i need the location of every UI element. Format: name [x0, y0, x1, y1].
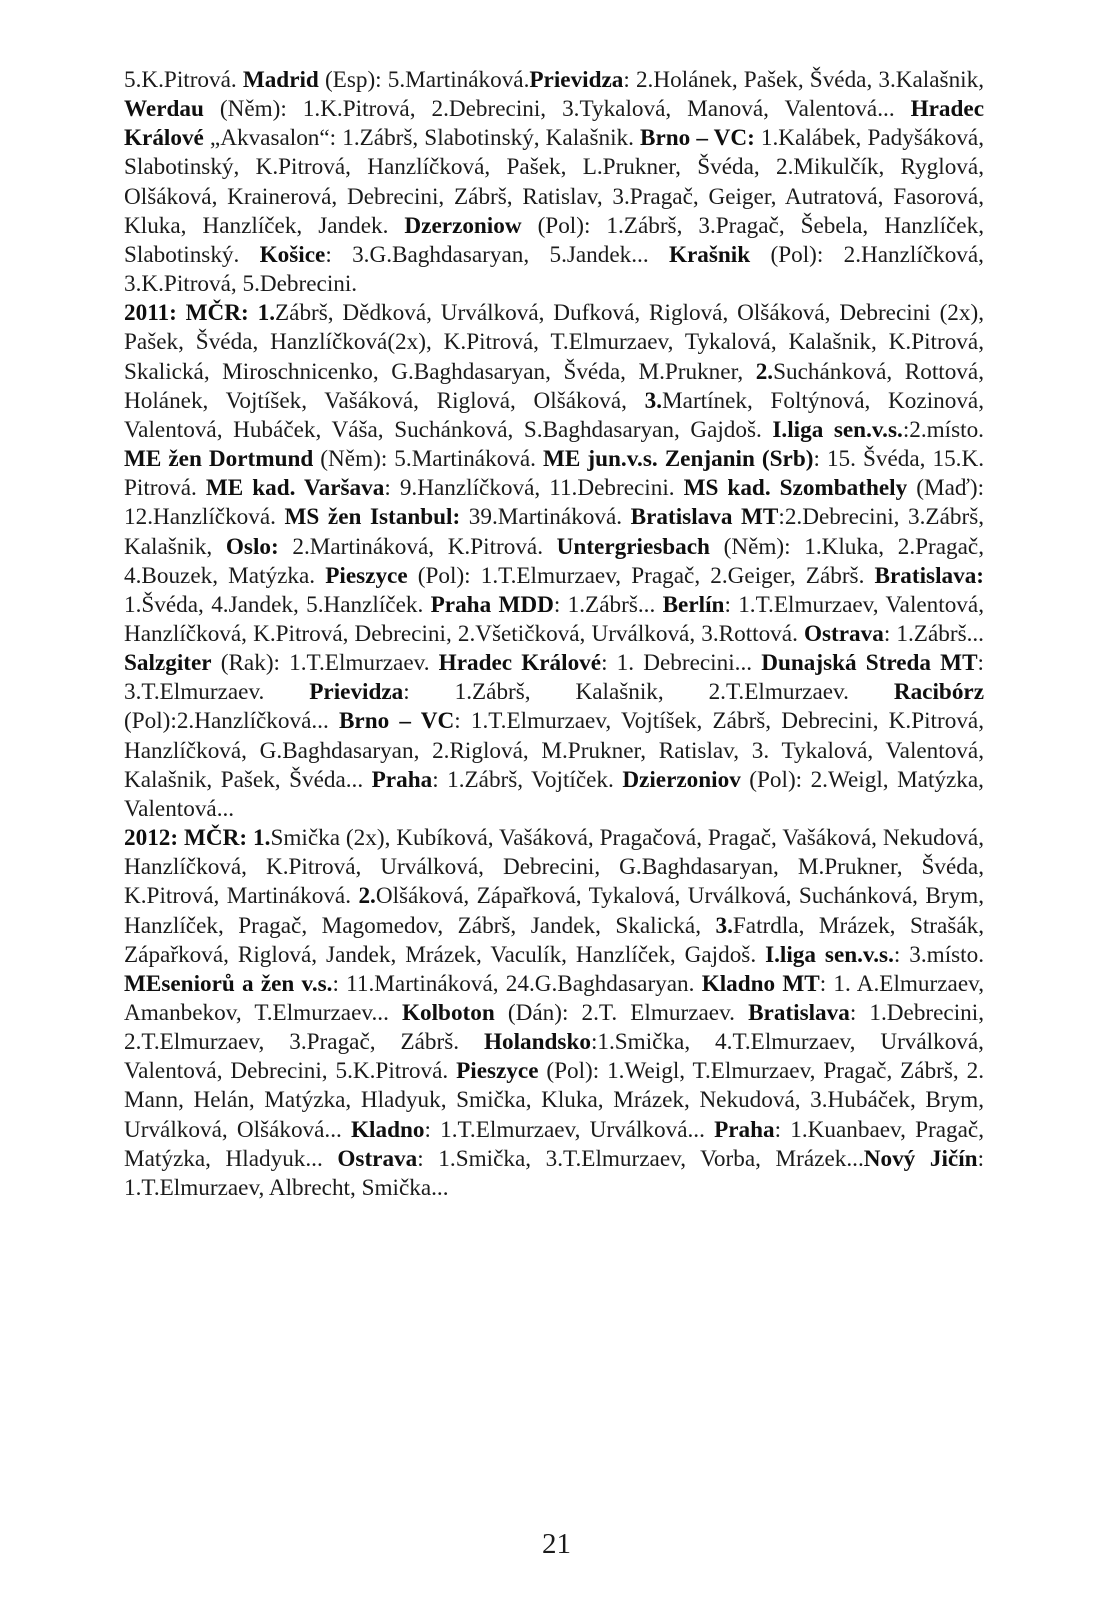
bold-heading: Madrid: [242, 67, 319, 93]
text-run: : 1.Kuanbaev, Pragač, Matýzka, Hladyuk...: [124, 1116, 984, 1172]
text-run: Martínek, Foltýnová, Kozinová, Valentová, Hubáček, Váša, Suchánková, S.Baghdasaryan, Gajdoš.: [124, 387, 985, 443]
bold-heading: I.liga sen.v.s.: [772, 416, 903, 443]
bold-heading: Racibórz: [893, 679, 984, 706]
bold-heading: 2012: MČR: 1.: [124, 825, 271, 852]
text-run: : 1.T.Elmurzaev, Vojtíšek, Zábrš, Debrecini, K.Pitrová, Hanzlíčková, G.Baghdasaryan, 2.Riglová, M.Prukner, Ratislav, 3. Tykalová, Valentová, Kalašnik, Pašek, Švéda...: [124, 708, 984, 793]
bold-heading: Bratislava:: [874, 562, 985, 589]
text-run: :2.Debrecini, 3.Zábrš, Kalašnik,: [124, 504, 985, 560]
text-run: : 11.Martináková, 24.G.Baghdasaryan.: [332, 970, 702, 997]
bold-heading: Dunajská Streda MT: [761, 650, 978, 677]
bold-heading: Kladno: [351, 1116, 425, 1143]
text-run: (Něm): 5.Martináková.: [313, 446, 544, 473]
text-run: :2.místo.: [902, 416, 984, 443]
bold-heading: MEseniorů a žen v.s.: [124, 970, 333, 997]
bold-heading: Praha: [371, 766, 433, 793]
bold-heading: Pieszyce: [456, 1058, 539, 1085]
text-run: : 3.T.Elmurzaev.: [124, 650, 984, 706]
text-run: Fatrdla, Mrázek, Strašák, Zápařková, Riglová, Jandek, Mrázek, Vaculík, Hanzlíček, Gajdoš.: [124, 912, 985, 968]
bold-heading: MS kad. Szombathely: [683, 475, 908, 502]
page-text: [124, 66, 984, 1203]
bold-heading: Hradec Králové: [124, 96, 984, 152]
text-run: : 15. Švéda, 15.K. Pitrová.: [124, 446, 985, 502]
bold-heading: Ostrava: [337, 1145, 418, 1172]
text-run: (Pol): 1.Zábrš, 3.Pragač, Šebela, Hanzlíček, Slabotinský.: [124, 212, 984, 268]
bold-heading: Nový Jičín: [863, 1145, 978, 1172]
text-run: 1.Švéda, 4.Jandek, 5.Hanzlíček.: [124, 591, 431, 618]
text-run: 39.Martináková.: [460, 504, 631, 531]
text-run: (Pol):2.Hanzlíčková...: [124, 708, 339, 735]
text-run: : 1.T.Elmurzaev, Urválková...: [424, 1116, 715, 1143]
text-run: (Něm): 1.Kluka, 2.Pragač, 4.Bouzek, Matýzka.: [124, 533, 985, 589]
page-number: 21: [542, 1528, 571, 1560]
text-run: (Pol): 1.Weigl, T.Elmurzaev, Pragač, Zábrš, 2. Mann, Helán, Matýzka, Hladyuk, Smička, Kluka, Mrázek, Nekudová, 3.Hubáček, Brym, Urválková, Olšáková...: [124, 1058, 984, 1143]
paragraph-2012: [124, 824, 984, 1203]
bold-heading: Dzerzoniow: [404, 212, 522, 239]
text-run: (Dán): 2.T. Elmurzaev.: [494, 1000, 749, 1026]
bold-heading: Prievidza: [309, 679, 404, 706]
bold-heading: Praha MDD: [430, 591, 554, 618]
bold-heading: 2011: MČR: 1.: [124, 300, 275, 327]
bold-heading: Oslo:: [225, 533, 279, 560]
text-run: (Pol): 1.T.Elmurzaev, Pragač, 2.Geiger, Zábrš.: [407, 562, 875, 589]
text-run: Suchánková, Rottová, Holánek, Vojtíšek, Vašáková, Riglová, Olšáková,: [124, 358, 984, 414]
bold-heading: 3.: [715, 912, 733, 939]
bold-heading: Krašnik: [668, 241, 751, 268]
text-run: : 1.Debrecini, 2.T.Elmurzaev, 3.Pragač, Zábrš.: [124, 1000, 984, 1056]
text-run: (Pol): 2.Weigl, Matýzka, Valentová...: [124, 766, 984, 822]
text-run: 1.Kalábek, Padyšáková, Slabotinský, K.Pitrová, Hanzlíčková, Pašek, L.Prukner, Švéda, 2.Mikulčík, Ryglová, Olšáková, Krainerová, Debrecini, Zábrš, Ratislav, 3.Pragač, Geiger, Autratová, Fasorová, Kluka, Hanzlíček, Jandek.: [124, 125, 985, 239]
paragraph-2011: [124, 299, 984, 824]
bold-heading: I.liga sen.v.s.: [765, 941, 894, 968]
text-run: : 3.místo.: [893, 941, 984, 968]
bold-heading: Brno – VC: [338, 708, 455, 735]
text-run: Smička (2x), Kubíková, Vašáková, Pragačová, Pragač, Vašáková, Nekudová, Hanzlíčková, K.Pitrová, Urválková, Debrecini, G.Baghdasaryan, M.Prukner, Švéda, K.Pitrová, Martináková.: [124, 825, 984, 910]
bold-heading: Pieszyce: [325, 562, 408, 589]
bold-heading: Praha: [714, 1116, 775, 1143]
paragraph-2010-continued: [124, 66, 984, 299]
bold-heading: ME kad. Varšava: [205, 475, 385, 502]
text-run: : 1. Debrecini...: [601, 650, 762, 677]
bold-heading: Untergriesbach: [556, 533, 710, 560]
bold-heading: Werdau: [124, 96, 204, 123]
bold-heading: Holandsko: [483, 1029, 591, 1056]
bold-heading: Kolboton: [401, 1000, 495, 1026]
text-run: : 1. A.Elmurzaev, Amanbekov, T.Elmurzaev...: [124, 970, 985, 1026]
text-run: : 1.Zábrš...: [883, 620, 984, 647]
bold-heading: Salzgiter: [124, 650, 212, 677]
bold-heading: Hradec Králové: [438, 650, 602, 677]
text-run: : 1.Smička, 3.T.Elmurzaev, Vorba, Mrázek...: [417, 1145, 864, 1172]
text-run: Zábrš, Dědková, Urválková, Dufková, Riglová, Olšáková, Debrecini (2x), Pašek, Švéda, Hanzlíčková(2x), K.Pitrová, T.Elmurzaev, Tykalová, Kalašnik, K.Pitrová, Skalická, Miroschnicenko, G.Baghdasaryan, Švéda, M.Prukner,: [124, 300, 985, 385]
bold-heading: Dzierzoniov: [622, 766, 741, 793]
text-run: (Něm): 1.K.Pitrová, 2.Debrecini, 3.Tykalová, Manová, Valentová...: [203, 96, 911, 123]
bold-heading: ME jun.v.s. Zenjanin (Srb): [543, 446, 814, 473]
text-run: : 1.Zábrš...: [553, 591, 663, 618]
text-run: 2.Martináková, K.Pitrová.: [278, 533, 557, 560]
text-run: : 1.Zábrš, Vojtíček.: [432, 766, 623, 793]
text-run: (Esp): 5.Martináková.: [318, 67, 530, 93]
bold-heading: 3.: [644, 387, 663, 414]
text-run: (Pol): 2.Hanzlíčková, 3.K.Pitrová, 5.Debrecini.: [124, 241, 984, 298]
text-run: : 2.Holánek, Pašek, Švéda, 3.Kalašnik,: [623, 67, 984, 93]
text-run: „Akvasalon“: 1.Zábrš, Slabotinský, Kalašnik.: [203, 125, 640, 152]
bold-heading: Košice: [259, 241, 326, 268]
text-run: 5.K.Pitrová.: [124, 67, 243, 93]
bold-heading: Prievidza: [529, 67, 624, 93]
text-run: : 1.T.Elmurzaev, Valentová, Hanzlíčková, K.Pitrová, Debrecini, 2.Všetičková, Urválková, 3.Rottová.: [124, 591, 984, 647]
text-run: (Rak): 1.T.Elmurzaev.: [211, 650, 439, 677]
text-run: : 9.Hanzlíčková, 11.Debrecini.: [384, 475, 684, 502]
bold-heading: Berlín: [662, 591, 725, 618]
bold-heading: Brno – VC:: [640, 125, 755, 152]
bold-heading: Ostrava: [803, 620, 884, 647]
text-run: Olšáková, Zápařková, Tykalová, Urválková, Suchánková, Brym, Hanzlíček, Pragač, Magomedov, Zábrš, Jandek, Skalická,: [124, 883, 985, 939]
bold-heading: 2.: [755, 358, 774, 385]
bold-heading: Bratislava: [748, 1000, 850, 1026]
text-run: : 3.G.Baghdasaryan, 5.Jandek...: [325, 241, 669, 268]
bold-heading: ME žen Dortmund: [124, 446, 314, 473]
text-run: :1.Smička, 4.T.Elmurzaev, Urválková, Valentová, Debrecini, 5.K.Pitrová.: [124, 1029, 984, 1085]
bold-heading: MS žen Istanbul:: [284, 504, 461, 531]
text-run: : 1.T.Elmurzaev, Albrecht, Smička...: [124, 1145, 985, 1201]
text-run: (Maď): 12.Hanzlíčková.: [124, 475, 985, 531]
bold-heading: Kladno MT: [701, 970, 820, 997]
bold-heading: 2.: [358, 883, 376, 910]
text-run: : 1.Zábrš, Kalašnik, 2.T.Elmurzaev.: [403, 679, 894, 706]
bold-heading: Bratislava MT: [630, 504, 779, 531]
